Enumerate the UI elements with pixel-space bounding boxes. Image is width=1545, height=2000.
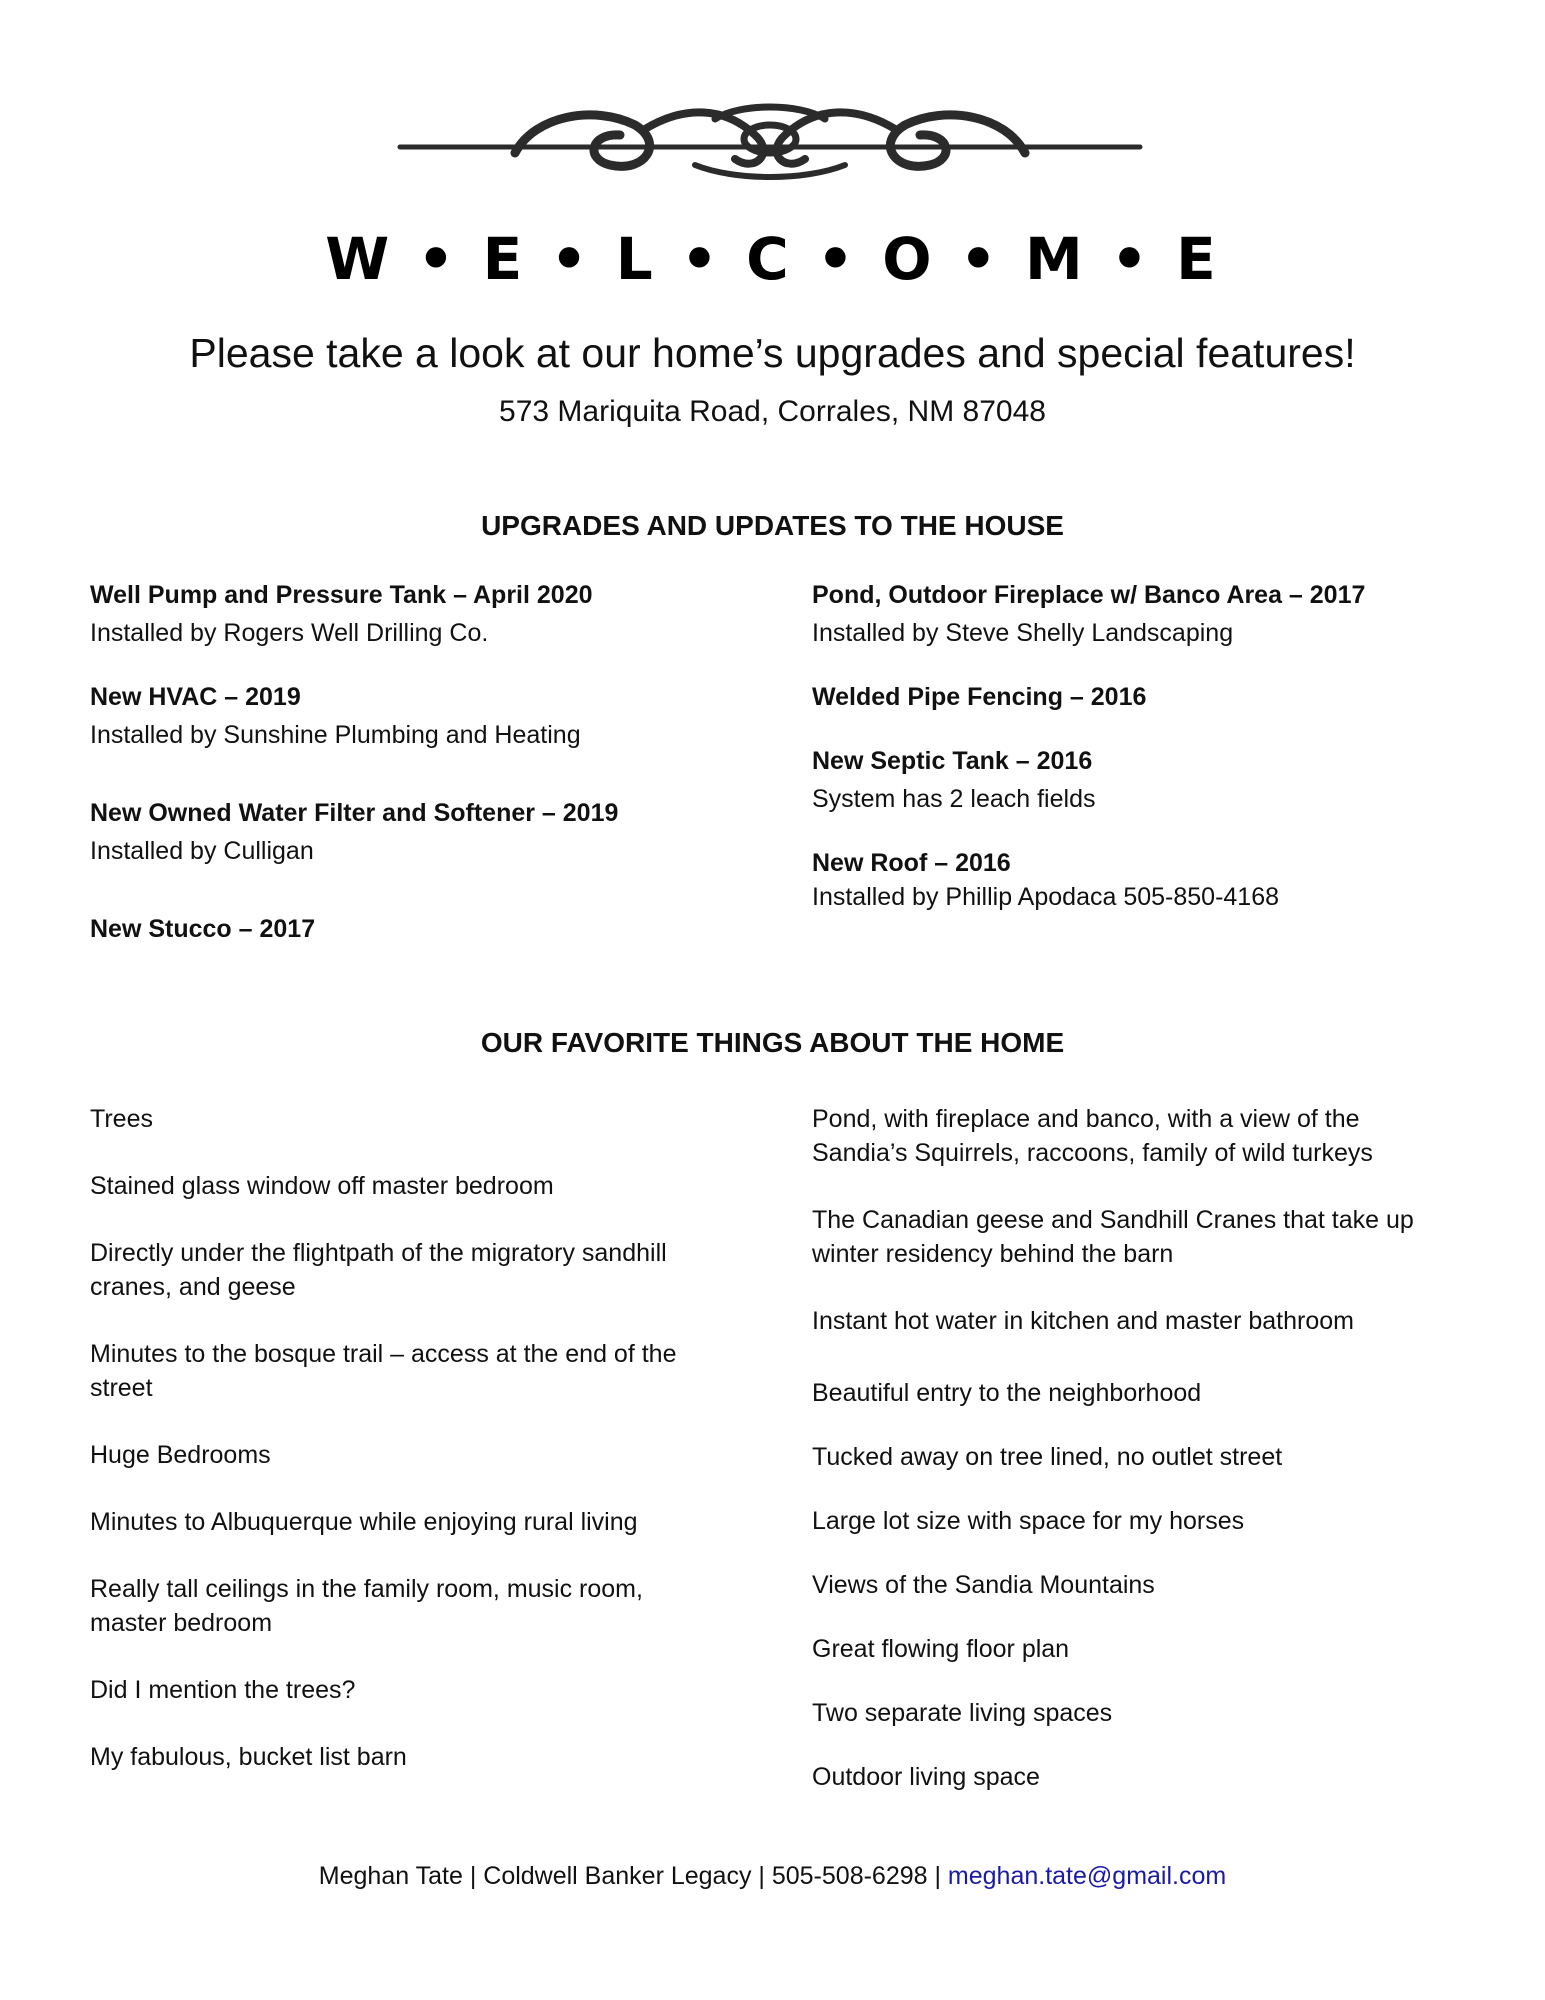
favorite-item: Did I mention the trees?	[90, 1676, 356, 1704]
favorite-item: Minutes to the bosque trail – access at the end of the street	[90, 1340, 677, 1402]
favorite-item: Trees	[90, 1105, 153, 1133]
upgrade-item	[90, 912, 730, 946]
upgrade-title: Pond, Outdoor Fireplace w/ Banco Area – 2017	[812, 581, 1366, 609]
favorite-item: Stained glass window off master bedroom	[90, 1172, 554, 1200]
upgrade-item	[812, 744, 1452, 816]
favorite-item: Tucked away on tree lined, no outlet street	[812, 1443, 1283, 1471]
upgrade-item	[812, 578, 1452, 650]
welcome-title: W • E • L • C • O • M • E	[325, 225, 1220, 293]
favorite-item: Instant hot water in kitchen and master bathroom	[812, 1307, 1354, 1335]
upgrade-item	[90, 796, 730, 868]
favorite-item: Minutes to Albuquerque while enjoying rural living	[90, 1508, 638, 1536]
footer-contact	[0, 1862, 1545, 1891]
favorite-item: Outdoor living space	[812, 1763, 1040, 1791]
favorite-item: Really tall ceilings in the family room, music room, master bedroom	[90, 1575, 643, 1637]
favorite-item: Great flowing floor plan	[812, 1635, 1070, 1663]
upgrade-detail: Installed by Sunshine Plumbing and Heating	[90, 721, 581, 749]
upgrade-detail: Installed by Steve Shelly Landscaping	[812, 619, 1234, 647]
email-link[interactable]: meghan.tate@gmail.com	[947, 1862, 1227, 1890]
favorite-item: My fabulous, bucket list barn	[90, 1743, 407, 1771]
favorite-item: The Canadian geese and Sandhill Cranes that take up winter residency behind the barn	[812, 1206, 1414, 1268]
favorite-item: Two separate living spaces	[812, 1699, 1113, 1727]
upgrade-title: New HVAC – 2019	[90, 683, 301, 711]
upgrade-title: Well Pump and Pressure Tank – April 2020	[90, 581, 593, 609]
upgrade-detail: Installed by Phillip Apodaca 505-850-4168	[812, 883, 1280, 911]
upgrade-title: New Stucco – 2017	[90, 915, 316, 943]
upgrade-item	[812, 680, 1452, 714]
upgrades-heading: UPGRADES AND UPDATES TO THE HOUSE	[481, 510, 1064, 541]
upgrade-title: Welded Pipe Fencing – 2016	[812, 683, 1147, 711]
upgrade-item	[90, 680, 730, 752]
favorite-item: Huge Bedrooms	[90, 1441, 271, 1469]
favorite-item: Large lot size with space for my horses	[812, 1507, 1245, 1535]
upgrade-title: New Roof – 2016	[812, 849, 1011, 877]
favorite-item: Beautiful entry to the neighborhood	[812, 1379, 1202, 1407]
upgrade-item	[812, 846, 1452, 914]
favorite-item: Directly under the flightpath of the migratory sandhill cranes, and geese	[90, 1239, 667, 1301]
upgrade-title: New Septic Tank – 2016	[812, 747, 1093, 775]
upgrade-item	[90, 578, 730, 650]
favorites-heading: OUR FAVORITE THINGS ABOUT THE HOME	[480, 1027, 1065, 1058]
page-subtitle: Please take a look at our home’s upgrades and special features!	[189, 330, 1356, 376]
footer-text: Meghan Tate | Coldwell Banker Legacy | 505-508-6298 |	[318, 1862, 948, 1890]
favorite-item: Pond, with fireplace and banco, with a view of the Sandia’s Squirrels, raccoons, family of wild turkeys	[812, 1105, 1373, 1167]
decorative-flourish-icon	[395, 95, 1145, 185]
upgrade-detail: System has 2 leach fields	[812, 785, 1096, 813]
upgrade-title: New Owned Water Filter and Softener – 2019	[90, 799, 619, 827]
favorite-item: Views of the Sandia Mountains	[812, 1571, 1155, 1599]
upgrade-detail: Installed by Culligan	[90, 837, 314, 865]
upgrade-detail: Installed by Rogers Well Drilling Co.	[90, 619, 489, 647]
property-address: 573 Mariquita Road, Corrales, NM 87048	[499, 395, 1046, 428]
